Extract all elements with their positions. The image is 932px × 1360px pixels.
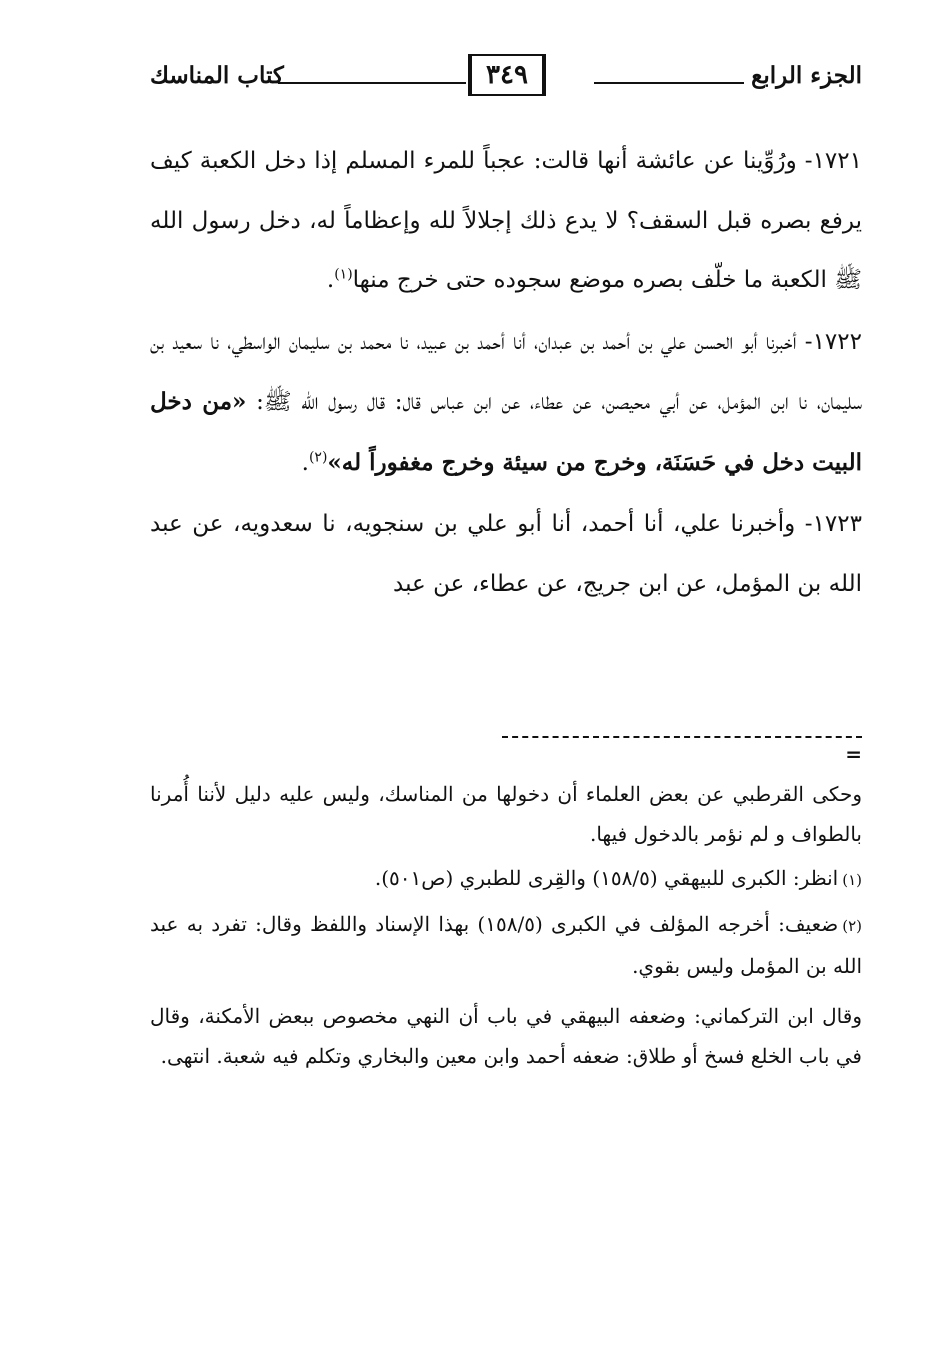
footnote-2-continued: وقال ابن التركماني: وضعفه البيهقي في باب أن النهي مخصوص ببعض الأمكنة، وقال في باب الخلع فسخ أو طلاق: ضعفه أحمد وابن معين والبخاري وتكلم فيه شعبة. انتهى. [150, 1004, 862, 1068]
book-title: كتاب المناسك [150, 62, 284, 89]
paragraph-end: . [301, 449, 309, 476]
paragraph-1722 [150, 313, 862, 494]
footnote-1-mark: (١) [842, 871, 862, 889]
footnote-ref[interactable]: (١) [334, 266, 353, 283]
footnote-2 [150, 904, 862, 986]
footnote-2-text: ضعيف: أخرجه المؤلف في الكبرى (١٥٨/٥) بهذا الإسناد واللفظ وقال: تفرد به عبد الله بن المؤمل وليس بقوي. [150, 912, 862, 978]
paragraph-text: ١٧٢٢- أخبرنا أبو الحسن علي بن أحمد بن عبدان، أنا أحمد بن عبيد، نا محمد بن سليمان الواسطي، نا سعيد بن سليمان، نا ابن المؤمل، عن أبي محيصن، عن عطاء، عن ابن عباس قال: قال رسول الله ﷺ: [150, 328, 862, 415]
paragraph-text: ١٧٢١- ورُوِّينا عن عائشة أنها قالت: عجباً للمرء المسلم إذا دخل الكعبة كيف يرفع بصره قبل السقف؟ لا يدع ذلك إجلالاً لله وإعظاماً له، دخل رسول الله ﷺ الكعبة ما خلّف بصره موضع سجوده حتى خرج منها [150, 148, 862, 293]
header-rule-left [278, 82, 466, 84]
main-text [150, 132, 862, 614]
paragraph-text: ١٧٢٣- وأخبرنا علي، أنا أحمد، أنا أبو علي بن سنجويه، نا سعدويه، عن عبد الله بن المؤمل، عن ابن جريج، عن عطاء، عن عبد [150, 511, 862, 597]
paragraph-1721 [150, 132, 862, 311]
footnote-separator [150, 736, 862, 766]
footnote-2-mark: (٢) [842, 917, 862, 935]
header-rule-right [594, 82, 744, 84]
paragraph-1723 [150, 495, 862, 614]
continuation-mark: = [845, 742, 862, 766]
footnote-1-text: انظر: الكبرى للبيهقي (١٥٨/٥) والقِرى للطبري (ص٥٠١). [374, 866, 839, 890]
hadith-text: «من دخل البيت دخل في حَسَنَة، وخرج من سيئة وخرج مغفوراً له» [150, 388, 862, 476]
page-header [150, 52, 862, 102]
volume-title: الجزء الرابع [751, 62, 862, 89]
paragraph-end: . [326, 267, 335, 293]
page-number: ٣٤٩ [468, 54, 546, 96]
dashed-rule [502, 736, 862, 738]
footnote-1 [150, 858, 862, 900]
footnote-continuation: وحكى القرطبي عن بعض العلماء أن دخولها من المناسك، وليس عليه دليل لأننا أُمرنا بالطواف و لم نؤمر بالدخول فيها. [150, 782, 863, 846]
footnotes [150, 774, 862, 1076]
footnote-ref[interactable]: (٢) [308, 448, 328, 465]
